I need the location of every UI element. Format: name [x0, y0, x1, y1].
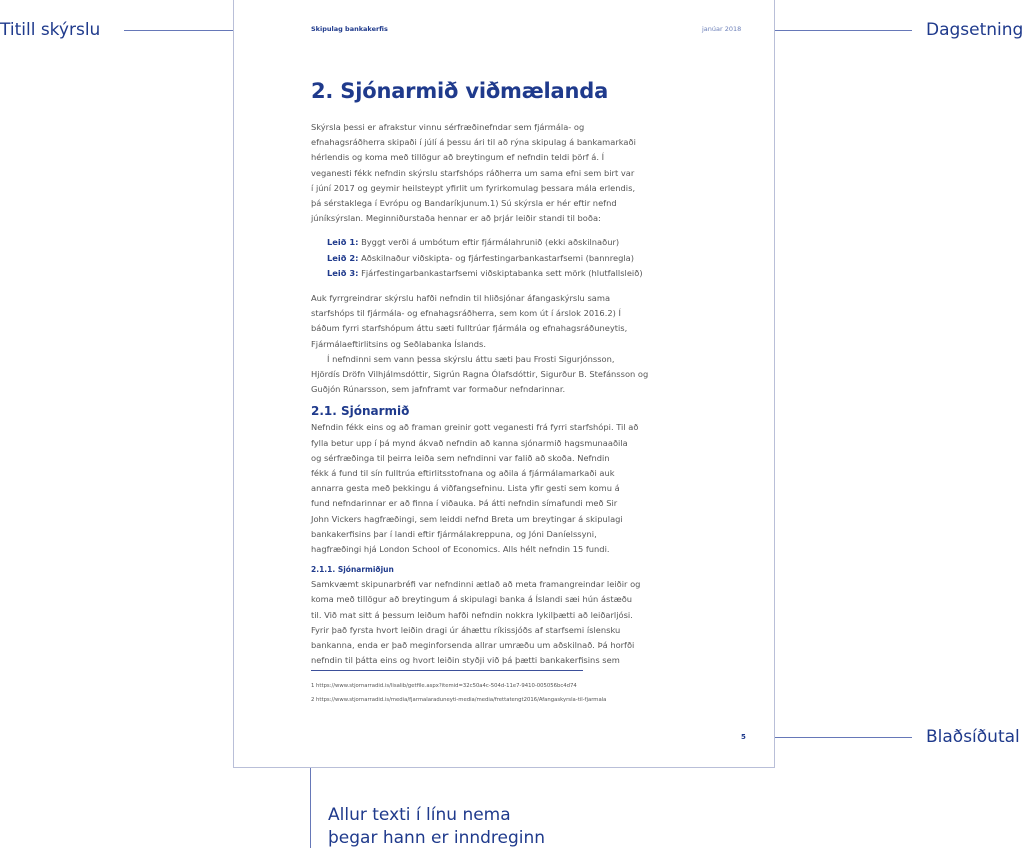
- option-label: Leið 3:: [327, 267, 359, 278]
- text-line: starfshóps til fjármála- og efnahagsráðherra, sem kom út í árslok 2016.2) Í: [311, 308, 621, 319]
- text-line: Fjármálaeftirlitsins og Seðlabanka Íslands.: [311, 338, 486, 349]
- text-line: Skýrsla þessi er afrakstur vinnu sérfræðinefndar sem fjármála- og: [311, 122, 585, 132]
- text-line: Fyrir það fyrsta hvort leiðin dragi úr áhættu ríkissjóðs af starfsemi íslensku: [311, 624, 621, 635]
- text-line: Auk fyrrgreindrar skýrslu hafði nefndin til hliðsjónar áfangaskýrslu sama: [311, 293, 611, 304]
- text-line: Nefndin fékk eins og að framan greinir gott veganesti frá fyrri starfshópi. Til að: [311, 422, 639, 433]
- footnote-divider: [311, 670, 583, 671]
- option-label: Leið 1:: [327, 237, 359, 248]
- text-line: báðum fyrri starfshópum áttu sæti fulltrúar fjármála og efnahagsráðuneytis,: [311, 323, 628, 334]
- text-line: nefndin til þátta eins og hvort leiðin styðji við þá þætti bankakerfisins sem: [311, 655, 620, 666]
- text-line: fékk á fund til sín fulltrúa eftirlitsstofnana og aðila á fjármálamarkaði auk: [311, 468, 615, 479]
- option-text: Aðskilnaður viðskipta- og fjárfestingarbankastarfsemi (bannregla): [361, 252, 635, 263]
- text-line: efnahagsráðherra skipaði í júlí á þessu ári til að rýna skipulag á bankamarkaði: [311, 137, 636, 148]
- text-line: þá sérstaklega í Evrópu og Bandaríkjunum.1) Sú skýrsla er hér eftir nefnd: [311, 198, 617, 209]
- text-line: koma með tillögur að breytingum á skipulagi banka á Íslandi sæi hún ástæðu: [311, 594, 633, 605]
- option-text: Byggt verði á umbótum eftir fjármálahrunið (ekki aðskilnaður): [361, 237, 620, 248]
- section-heading: 2.1. Sjónarmið: [311, 404, 410, 419]
- annotation-alignment-label-2: þegar hann er inndreginn: [328, 828, 546, 848]
- text-line: annarra gesta með þekkingu á viðfangsefninu. Lista yfir gesti sem komu á: [311, 483, 620, 494]
- annotation-page-number-label: Blaðsíðutal: [926, 727, 1020, 747]
- paragraph-2: [311, 291, 649, 397]
- text-line: fylla betur upp í þá mynd ákvað nefndin að kanna sjónarmið hagsmunaaðila: [311, 437, 628, 448]
- subsection-heading: 2.1.1. Sjónarmiðjun: [311, 565, 394, 575]
- subsection-paragraph: [311, 577, 641, 668]
- list-item: [327, 266, 643, 281]
- options-list: [327, 235, 643, 281]
- text-line: fund nefndarinnar er að finna í viðauka. Þá átti nefndin símafundi með Sir: [311, 498, 618, 509]
- page-content: [311, 76, 649, 669]
- document-page: [233, 0, 775, 768]
- running-header-date: janúar 2018: [702, 25, 742, 33]
- text-line: í júní 2017 og geymir heilsteypt yfirlit um fyrirkomulag þessara mála erlendis,: [311, 182, 636, 193]
- annotation-title-label: Titill skýrslu: [0, 20, 101, 40]
- text-line: til. Við mat sitt á þessum leiðum hafði nefndin nokkra lykilþætti að leiðarljósi.: [311, 609, 633, 620]
- text-line: bankakerfisins þar í landi eftir fjármálakreppuna, og Jóni Daníelssyni,: [311, 528, 597, 539]
- text-line: Guðjón Rúnarsson, sem jafnframt var formaður nefndarinnar.: [311, 384, 566, 395]
- text-line: bankanna, enda er það meginforsenda allrar umræðu um aðskilnað. Þá horfði: [311, 640, 635, 651]
- running-header-title: Skipulag bankakerfis: [311, 25, 388, 33]
- chapter-heading: 2. Sjónarmið viðmælanda: [311, 79, 609, 103]
- list-item: [327, 251, 635, 266]
- text-line-indented: Í nefndinni sem vann þessa skýrslu áttu sæti þau Frosti Sigurjónsson,: [327, 353, 615, 364]
- list-item: [327, 235, 623, 250]
- text-line: hagfræðingi hjá London School of Economics. Alls hélt nefndin 15 fundi.: [311, 544, 610, 555]
- text-line: Hjördís Dröfn Vilhjálmsdóttir, Sigrún Ragna Ólafsdóttir, Sigurður B. Stefánsson og: [311, 369, 649, 380]
- option-text: Fjárfestingarbankastarfsemi viðskiptabanka sett mörk (hlutfallsleið): [361, 267, 643, 278]
- page-number: 5: [741, 733, 746, 741]
- option-label: Leið 2:: [327, 252, 359, 263]
- annotation-date-label: Dagsetning: [926, 20, 1024, 40]
- text-line: júníksýrslan. Meginniðurstaða hennar er að þrjár leiðir standi til boða:: [311, 213, 601, 224]
- footnote-1: 1 https://www.stjornarradid.is/lisalib/getfile.aspx?itemid=32c50a4c-504d-11e7-9410-005056bc4d74: [311, 683, 577, 689]
- section-paragraph: [311, 420, 639, 557]
- text-line: veganesti fékk nefndin skýrslu starfshóps ráðherra um sama efni sem birt var: [311, 167, 635, 178]
- text-line: John Vickers hagfræðingi, sem leiddi nefnd Breta um breytingar á skipulagi: [311, 513, 623, 524]
- text-line: Samkvæmt skipunarbréfi var nefndinni ætlað að meta framangreindar leiðir og: [311, 579, 641, 590]
- footnote-2: 2 https://www.stjornarradid.is/media/fjarmalaraduneyti-media/media/frettatengt2016/Afangaskyrsla-til-fjarmala: [311, 697, 607, 703]
- text-line: hérlendis og koma með tillögur að breytingum ef nefndin teldi þörf á. Í: [311, 152, 605, 163]
- intro-paragraph: [311, 120, 636, 226]
- text-line: og sérfræðinga til þeirra leiða sem nefndinni var falið að skoða. Nefndin: [311, 452, 610, 463]
- annotation-alignment-label-1: Allur texti í línu nema: [328, 805, 511, 825]
